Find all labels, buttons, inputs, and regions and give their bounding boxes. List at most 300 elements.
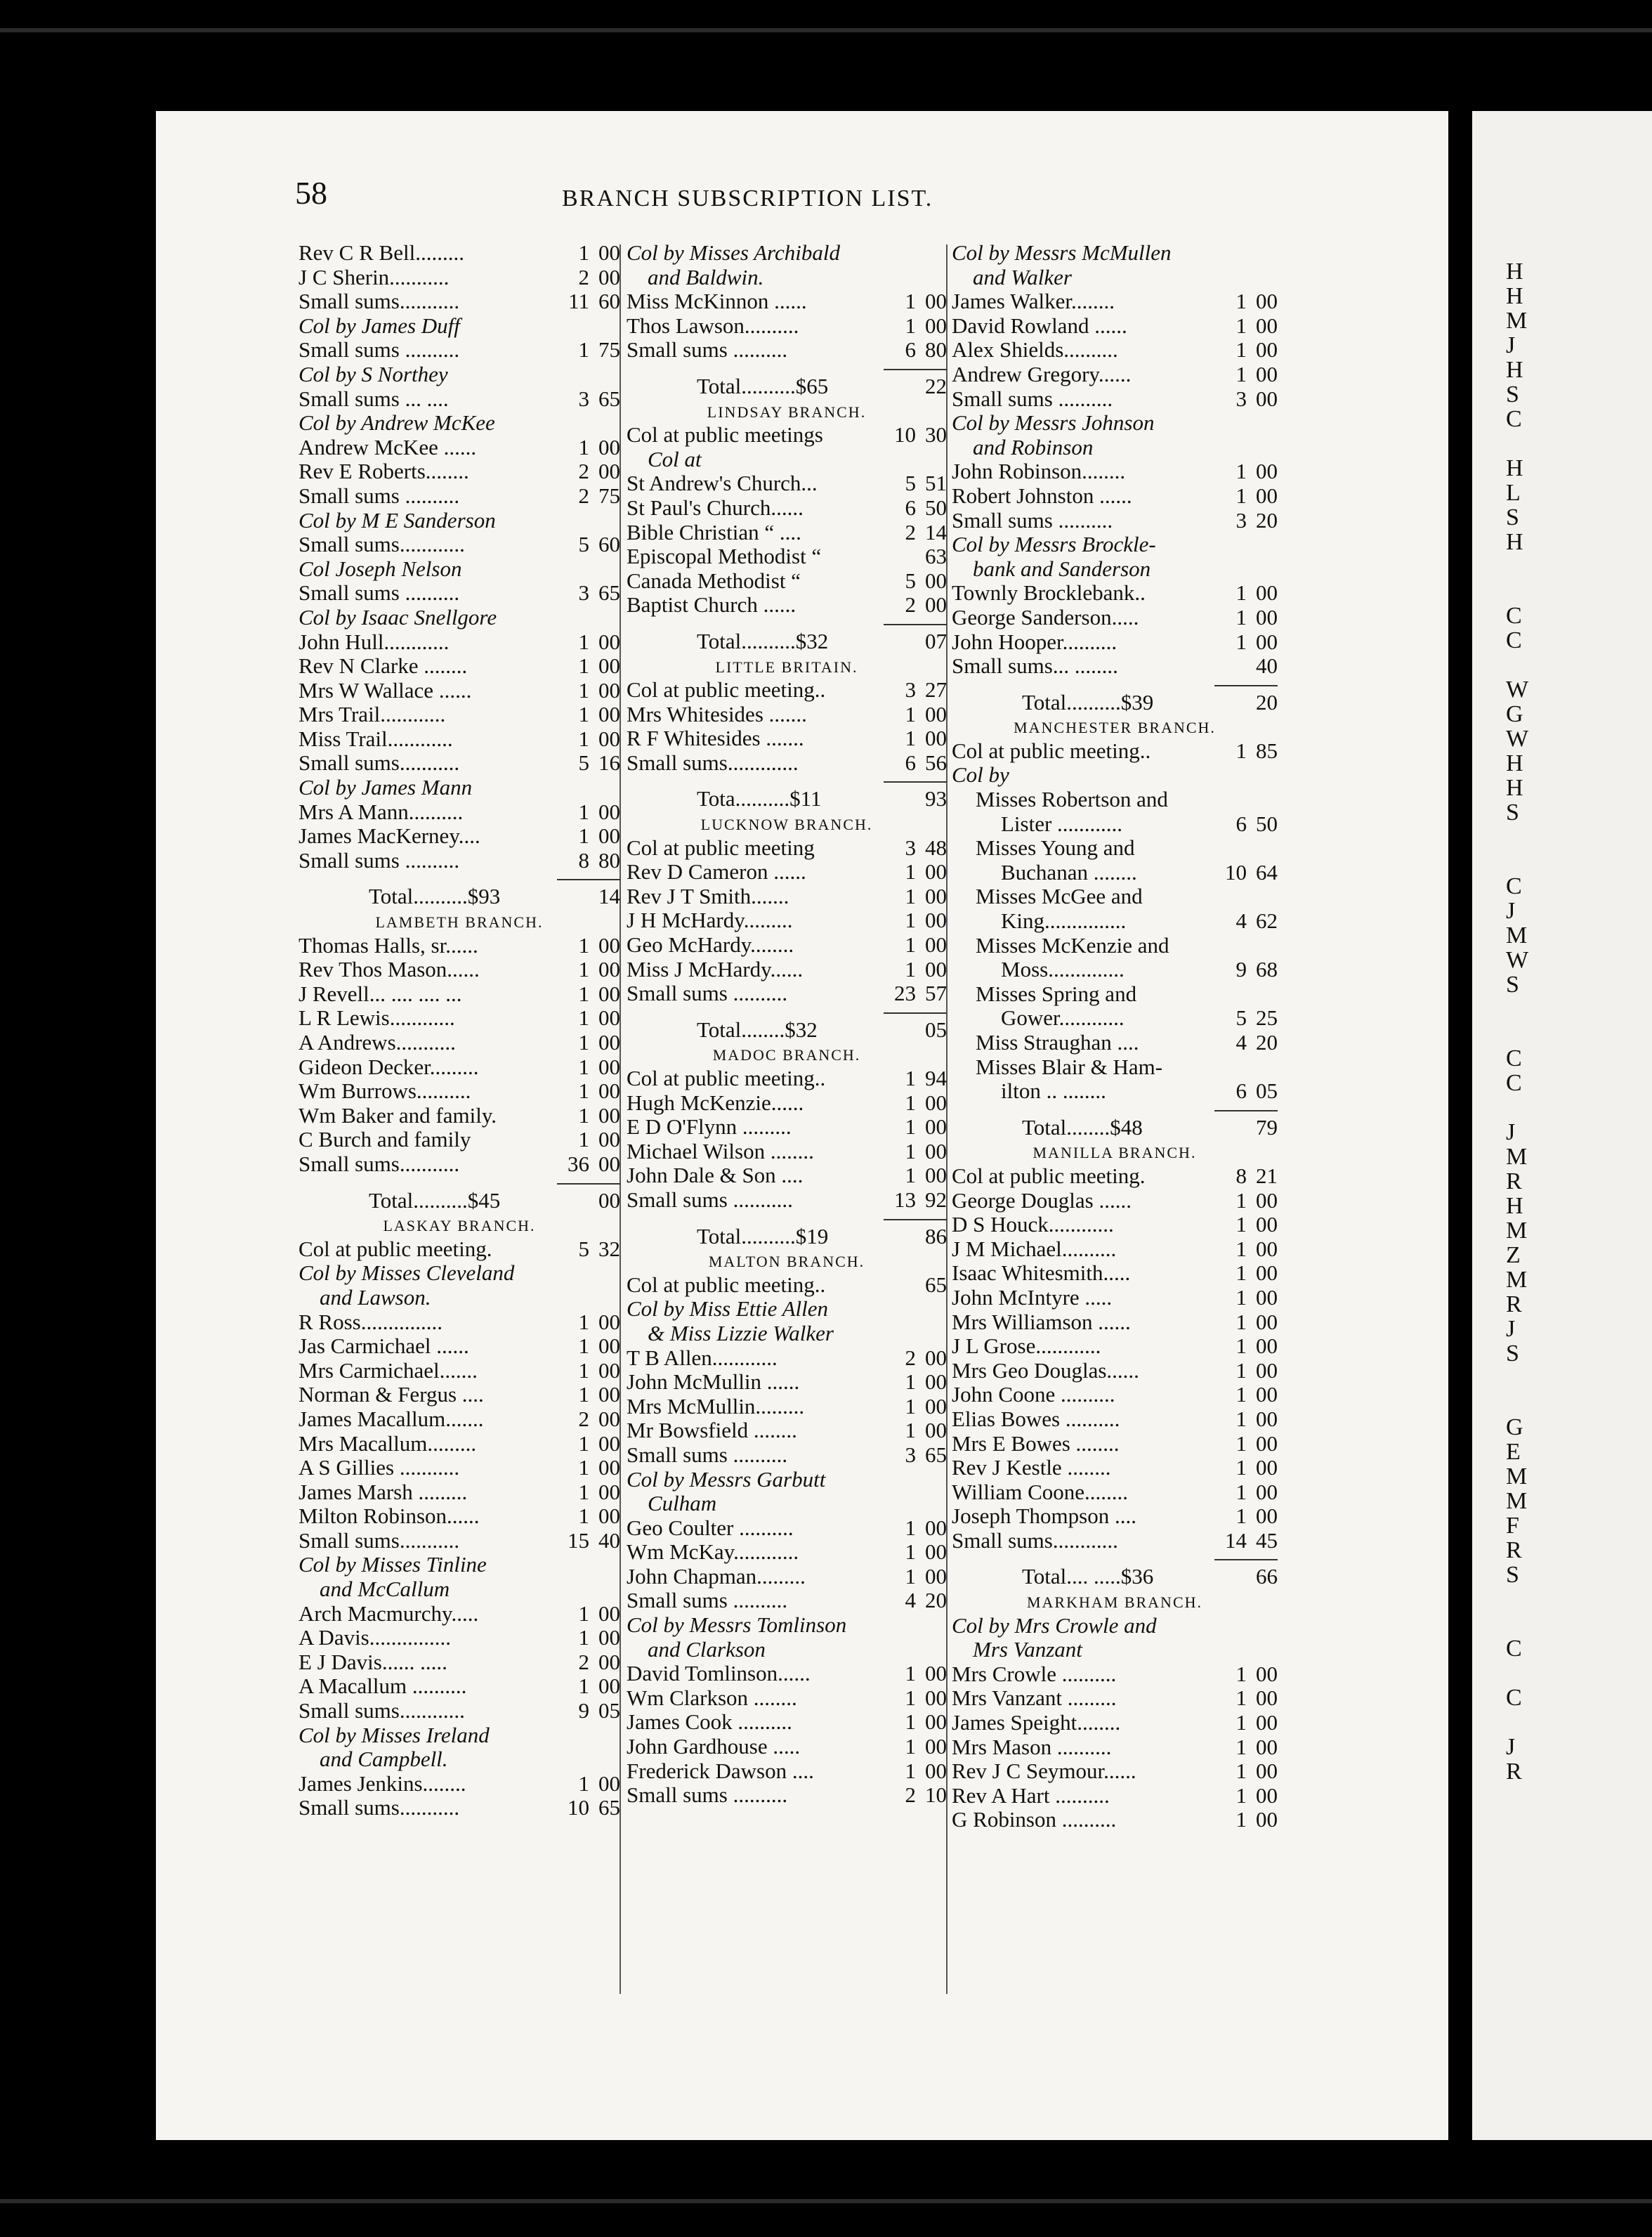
total-rule bbox=[299, 1177, 620, 1189]
amount-dollars: 1 bbox=[1235, 1710, 1247, 1735]
amount-dollars: 5 bbox=[905, 568, 916, 593]
subscription-entry bbox=[299, 1674, 620, 1699]
facing-page-letter: S bbox=[1506, 504, 1519, 530]
entry-name: Gower............ bbox=[1001, 1006, 1125, 1031]
subscription-entry bbox=[627, 544, 947, 569]
subscription-entry bbox=[952, 1164, 1278, 1189]
subscription-entry bbox=[952, 958, 1278, 982]
entry-name: Misses Young and bbox=[976, 836, 1135, 861]
amount-dollars: 2 bbox=[905, 1345, 916, 1370]
subscription-entry bbox=[299, 824, 620, 849]
branch-heading: MARKHAM BRANCH. bbox=[1026, 1593, 1203, 1612]
amount-dollars: 3 bbox=[1235, 386, 1247, 411]
amount-dollars: 6 bbox=[1235, 811, 1247, 836]
facing-page-letter: H bbox=[1506, 283, 1523, 309]
amount-cents: 65 bbox=[598, 1795, 620, 1820]
entry-name: Small sums ........... bbox=[627, 1187, 793, 1212]
facing-page-letter: G bbox=[1506, 701, 1523, 727]
amount-dollars: 1 bbox=[1235, 604, 1247, 630]
amount-cents: 00 bbox=[598, 1406, 620, 1431]
entry-name: R Ross............... bbox=[299, 1310, 442, 1334]
amount-dollars: 1 bbox=[1235, 1333, 1247, 1359]
entry-name: Townly Brocklebank.. bbox=[952, 581, 1146, 606]
amount-cents: 00 bbox=[1256, 459, 1278, 484]
branch-total bbox=[627, 1018, 947, 1043]
subscription-entry bbox=[299, 849, 620, 873]
amount-cents: 00 bbox=[925, 1758, 947, 1783]
amount-cents: 00 bbox=[598, 1054, 620, 1079]
entry-name: David Rowland ...... bbox=[952, 313, 1127, 338]
entry-name: Small sums........... bbox=[299, 1152, 460, 1176]
amount-dollars: 2 bbox=[905, 592, 916, 618]
entry-name: Elias Bowes .......... bbox=[952, 1407, 1120, 1431]
collector-heading: bank and Sanderson bbox=[973, 556, 1151, 581]
amount-dollars: 1 bbox=[1235, 738, 1247, 763]
amount-dollars: 1 bbox=[578, 726, 589, 751]
subscription-entry bbox=[627, 751, 947, 776]
amount-cents: 40 bbox=[1256, 653, 1278, 679]
amount-dollars: 9 bbox=[1235, 957, 1247, 982]
facing-page-letter: S bbox=[1506, 1341, 1519, 1367]
entry-name: David Tomlinson...... bbox=[627, 1662, 811, 1686]
collector-heading: Col by S Northey bbox=[299, 361, 448, 386]
entry-name: Wm Clarkson ........ bbox=[627, 1685, 797, 1710]
facing-page-letter: C bbox=[1506, 1685, 1522, 1711]
amount-cents: 00 bbox=[598, 981, 620, 1006]
subscription-entry bbox=[627, 338, 947, 363]
amount-cents: 65 bbox=[598, 580, 620, 606]
amount-cents: 00 bbox=[598, 1479, 620, 1504]
subscription-entry bbox=[952, 1261, 1278, 1286]
collector-heading: and Robinson bbox=[973, 434, 1094, 459]
column-1 bbox=[299, 241, 620, 1820]
facing-page-letter: C bbox=[1506, 1070, 1522, 1096]
amount-cents: 30 bbox=[925, 422, 947, 448]
facing-page-letter: H bbox=[1506, 750, 1523, 776]
entry-name: John Hooper.......... bbox=[952, 630, 1117, 654]
amount-dollars: 1 bbox=[578, 1504, 589, 1529]
amount-dollars: 4 bbox=[1235, 908, 1247, 934]
facing-page-letter: E bbox=[1506, 1439, 1521, 1465]
entry-name: C Burch and family bbox=[299, 1128, 471, 1152]
subscription-entry bbox=[627, 1735, 947, 1759]
subscription-entry bbox=[627, 1443, 947, 1468]
facing-page-letter: M bbox=[1506, 922, 1528, 948]
facing-page-letter: W bbox=[1506, 677, 1529, 703]
amount-cents: 00 bbox=[925, 1418, 947, 1443]
amount-dollars: 1 bbox=[578, 1357, 589, 1383]
entry-name: Gideon Decker......... bbox=[299, 1055, 479, 1079]
subscription-entry bbox=[627, 1686, 947, 1711]
amount-dollars: 2 bbox=[578, 1649, 589, 1674]
amount-cents: 00 bbox=[1256, 1661, 1278, 1686]
amount-dollars: 1 bbox=[578, 629, 589, 654]
amount-cents: 00 bbox=[1256, 1382, 1278, 1407]
amount-dollars: 1 bbox=[578, 1127, 589, 1152]
subscription-entry bbox=[627, 678, 947, 703]
entry-name: Total..........$39 bbox=[1022, 690, 1154, 715]
amount-cents: 00 bbox=[1256, 1333, 1278, 1359]
facing-page-letter: H bbox=[1506, 357, 1523, 383]
entry-name: Mrs Crowle .......... bbox=[952, 1662, 1117, 1686]
entry-name: Total..........$93 bbox=[369, 885, 501, 909]
amount-cents: 00 bbox=[598, 932, 620, 958]
amount-dollars: 1 bbox=[1235, 337, 1247, 363]
subscription-entry bbox=[299, 1310, 620, 1335]
subscription-entry bbox=[299, 1796, 620, 1820]
amount-dollars: 1 bbox=[905, 1734, 916, 1759]
amount-dollars: 1 bbox=[578, 1600, 589, 1626]
amount-dollars: 1 bbox=[1235, 1430, 1247, 1456]
entry-name: Mrs W Wallace ...... bbox=[299, 678, 472, 703]
amount-cents: 00 bbox=[598, 629, 620, 654]
amount-dollars: 3 bbox=[578, 580, 589, 606]
amount-cents: 00 bbox=[598, 1455, 620, 1480]
amount-cents: 56 bbox=[925, 750, 947, 775]
amount-cents: 00 bbox=[1256, 386, 1278, 411]
entry-name: Geo McHardy........ bbox=[627, 933, 794, 958]
amount-cents: 00 bbox=[925, 1685, 947, 1710]
collector-heading: Col by James Mann bbox=[299, 775, 473, 800]
amount-dollars: 1 bbox=[1235, 629, 1247, 654]
entry-name: John Chapman......... bbox=[627, 1564, 806, 1589]
entry-name: Isaac Whitesmith..... bbox=[952, 1261, 1131, 1286]
amount-cents: 00 bbox=[925, 1393, 947, 1418]
amount-dollars: 1 bbox=[905, 1114, 916, 1140]
entry-name-line bbox=[952, 982, 1278, 1007]
subscription-entry bbox=[627, 1783, 947, 1808]
facing-page-letter: J bbox=[1506, 1316, 1516, 1342]
subscription-entry bbox=[299, 1237, 620, 1262]
amount-cents: 00 bbox=[925, 1661, 947, 1686]
total-rule bbox=[627, 1213, 947, 1225]
amount-dollars: 1 bbox=[578, 434, 589, 459]
amount-cents: 00 bbox=[598, 1151, 620, 1176]
amount-dollars: 1 bbox=[578, 1479, 589, 1504]
amount-cents: 00 bbox=[925, 568, 947, 593]
amount-cents: 92 bbox=[925, 1187, 947, 1212]
amount-cents: 00 bbox=[1256, 1807, 1278, 1832]
entry-name: Total..........$45 bbox=[369, 1188, 501, 1213]
amount-dollars: 1 bbox=[905, 1758, 916, 1783]
amount-cents: 10 bbox=[925, 1782, 947, 1808]
amount-dollars: 2 bbox=[578, 459, 589, 484]
amount-cents: 00 bbox=[1256, 580, 1278, 606]
subscription-entry bbox=[952, 387, 1278, 412]
subscription-entry bbox=[952, 581, 1278, 606]
subscription-entry bbox=[299, 1480, 620, 1505]
entry-name: Michael Wilson ........ bbox=[627, 1139, 814, 1163]
amount-cents: 00 bbox=[598, 957, 620, 982]
total-rule bbox=[627, 363, 947, 374]
entry-name: Small sums........... bbox=[299, 1796, 460, 1820]
entry-name: John Coone .......... bbox=[952, 1383, 1115, 1407]
entry-name: A S Gillies ........... bbox=[299, 1456, 460, 1480]
collector-heading: & Miss Lizzie Walker bbox=[648, 1320, 834, 1345]
amount-cents: 00 bbox=[925, 592, 947, 618]
amount-cents: 85 bbox=[1256, 738, 1278, 763]
entry-name: J L Grose............ bbox=[952, 1334, 1101, 1359]
branch-heading: LINDSAY BRANCH. bbox=[707, 403, 867, 421]
subscription-entry bbox=[952, 363, 1278, 387]
amount-cents: 00 bbox=[1256, 313, 1278, 338]
amount-dollars: 1 bbox=[578, 1309, 589, 1334]
subscription-entry bbox=[299, 1456, 620, 1480]
facing-page-letter: R bbox=[1506, 1537, 1522, 1563]
amount-dollars: 1 bbox=[578, 1625, 589, 1650]
subscription-entry bbox=[299, 1432, 620, 1456]
entry-name: Total.... .....$36 bbox=[1022, 1565, 1154, 1589]
subscription-entry bbox=[627, 1418, 947, 1443]
facing-page-letter: R bbox=[1506, 1759, 1522, 1785]
entry-name: Small sums .......... bbox=[952, 508, 1113, 533]
entry-name: Rev J T Smith....... bbox=[627, 884, 789, 908]
amount-cents: 00 bbox=[598, 1030, 620, 1055]
entry-name: Canada Methodist “ bbox=[627, 568, 801, 593]
entry-name: Col at public meeting. bbox=[952, 1163, 1146, 1188]
subscription-entry bbox=[299, 1407, 620, 1432]
subscription-entry bbox=[952, 1383, 1278, 1407]
subscription-entry bbox=[952, 1456, 1278, 1480]
entry-name: Small sums........... bbox=[299, 289, 460, 314]
entry-name: Small sums........... bbox=[299, 1528, 460, 1553]
amount-cents: 00 bbox=[1256, 1309, 1278, 1334]
amount-dollars: 6 bbox=[905, 750, 916, 775]
facing-page-letter: F bbox=[1506, 1513, 1519, 1539]
column-2 bbox=[627, 241, 947, 1808]
subscription-entry bbox=[299, 387, 620, 412]
collector-heading: Col by Isaac Snellgore bbox=[299, 604, 497, 630]
amount-dollars: 1 bbox=[905, 1138, 916, 1163]
facing-page-letter: S bbox=[1506, 381, 1519, 407]
facing-page-letter: M bbox=[1506, 1488, 1528, 1514]
amount-cents: 00 bbox=[1256, 1479, 1278, 1504]
amount-dollars: 1 bbox=[1235, 1759, 1247, 1784]
collector-heading: Col by bbox=[952, 762, 1009, 788]
collector-heading: Col by Mrs Crowle and bbox=[952, 1612, 1157, 1638]
entry-name: Frederick Dawson .... bbox=[627, 1759, 814, 1783]
amount-dollars: 2 bbox=[578, 483, 589, 508]
facing-page-letter: J bbox=[1506, 898, 1516, 924]
subscription-entry bbox=[627, 1540, 947, 1565]
amount-cents: 00 bbox=[925, 1114, 947, 1140]
entry-name: Miss Trail............ bbox=[299, 726, 453, 751]
subscription-entry bbox=[299, 1504, 620, 1529]
entry-name: St Andrew's Church... bbox=[627, 471, 818, 496]
subscription-entry bbox=[952, 861, 1278, 885]
amount-dollars: 1 bbox=[578, 1430, 589, 1456]
entry-name: Rev C R Bell......... bbox=[299, 241, 464, 265]
amount-dollars: 1 bbox=[1235, 1685, 1247, 1711]
entry-name: Mrs Macallum......... bbox=[299, 1431, 477, 1456]
collector-heading: Col by Miss Ettie Allen bbox=[627, 1296, 829, 1322]
entry-name: George Sanderson..... bbox=[952, 605, 1139, 630]
entry-name: John Dale & Son .... bbox=[627, 1163, 804, 1188]
amount-cents: 00 bbox=[598, 799, 620, 824]
subscription-entry bbox=[952, 909, 1278, 934]
amount-cents: 00 bbox=[1256, 1357, 1278, 1383]
subscription-entry bbox=[952, 1079, 1278, 1104]
subscription-entry bbox=[299, 1359, 620, 1383]
facing-page-letter: C bbox=[1506, 1045, 1522, 1071]
subscription-entry bbox=[299, 1334, 620, 1359]
entry-name: A Macallum .......... bbox=[299, 1674, 467, 1699]
entry-name: Col at public meeting.. bbox=[627, 678, 826, 703]
entry-name: Milton Robinson...... bbox=[299, 1504, 480, 1529]
amount-dollars: 23 bbox=[894, 981, 916, 1006]
amount-cents: 00 bbox=[598, 1187, 620, 1213]
amount-dollars: 1 bbox=[1235, 1479, 1247, 1504]
amount-cents: 21 bbox=[1256, 1163, 1278, 1188]
subscription-entry bbox=[952, 739, 1278, 764]
amount-cents: 00 bbox=[1256, 1685, 1278, 1711]
amount-dollars: 1 bbox=[1235, 1357, 1247, 1383]
amount-dollars: 1 bbox=[578, 677, 589, 703]
entry-name: Mrs Geo Douglas...... bbox=[952, 1358, 1139, 1383]
entry-name: Misses Spring and bbox=[976, 981, 1137, 1006]
facing-page-letter: H bbox=[1506, 455, 1523, 481]
amount-cents: 00 bbox=[925, 1138, 947, 1163]
amount-cents: 00 bbox=[1256, 1212, 1278, 1237]
entry-name-line bbox=[952, 836, 1278, 861]
amount-cents: 05 bbox=[1256, 1078, 1278, 1104]
subscription-entry bbox=[952, 1006, 1278, 1031]
subscription-entry bbox=[299, 1104, 620, 1128]
entry-name: D S Houck............ bbox=[952, 1213, 1114, 1237]
amount-cents: 00 bbox=[1256, 289, 1278, 314]
facing-page-letter: M bbox=[1506, 1463, 1528, 1489]
amount-cents: 00 bbox=[1256, 1406, 1278, 1431]
amount-dollars: 1 bbox=[905, 956, 916, 981]
entry-name: Col at public meeting. bbox=[299, 1237, 492, 1261]
facing-page-letter: C bbox=[1506, 406, 1522, 432]
amount-cents: 00 bbox=[598, 1625, 620, 1650]
facing-page-letter: C bbox=[1506, 1636, 1522, 1662]
entry-name: Rev Thos Mason...... bbox=[299, 958, 480, 982]
entry-name: Rev D Cameron ...... bbox=[627, 860, 806, 885]
facing-page-letter: M bbox=[1506, 308, 1528, 334]
subscription-entry bbox=[952, 1808, 1278, 1832]
amount-cents: 80 bbox=[925, 337, 947, 363]
amount-cents: 00 bbox=[925, 908, 947, 933]
entry-name: William Coone........ bbox=[952, 1480, 1129, 1504]
amount-dollars: 5 bbox=[578, 750, 589, 776]
amount-cents: 20 bbox=[1256, 507, 1278, 533]
amount-dollars: 1 bbox=[578, 1382, 589, 1407]
subscription-entry bbox=[299, 1006, 620, 1031]
subscription-entry bbox=[952, 289, 1278, 314]
amount-dollars: 1 bbox=[1235, 1455, 1247, 1480]
amount-cents: 65 bbox=[925, 1442, 947, 1467]
entry-name: E J Davis...... ..... bbox=[299, 1650, 447, 1674]
amount-dollars: 1 bbox=[1235, 1406, 1247, 1431]
entry-name: Small sums ... .... bbox=[299, 386, 449, 411]
amount-cents: 00 bbox=[598, 1333, 620, 1359]
subscription-entry bbox=[952, 606, 1278, 630]
subscription-entry bbox=[952, 459, 1278, 484]
amount-dollars: 1 bbox=[905, 1709, 916, 1735]
amount-cents: 94 bbox=[925, 1066, 947, 1090]
entry-name: James MacKerney.... bbox=[299, 824, 480, 849]
subscription-entry bbox=[627, 958, 947, 982]
entry-name: Miss McKinnon ...... bbox=[627, 289, 807, 314]
amount-dollars: 1 bbox=[905, 1685, 916, 1710]
entry-name: Total........$32 bbox=[697, 1017, 818, 1042]
subscription-entry bbox=[952, 1310, 1278, 1335]
entry-name: Mrs McMullin......... bbox=[627, 1394, 805, 1418]
collector-heading: Col by Misses Ireland bbox=[299, 1722, 490, 1747]
entry-name: ilton .. ........ bbox=[1001, 1079, 1106, 1104]
amount-dollars: 1 bbox=[1235, 313, 1247, 338]
amount-cents: 00 bbox=[1256, 337, 1278, 363]
entry-name: Lister ............ bbox=[1001, 811, 1123, 836]
amount-cents: 68 bbox=[1256, 957, 1278, 982]
entry-name: John Robinson........ bbox=[952, 459, 1126, 484]
entry-name: Small sums .......... bbox=[627, 1783, 788, 1808]
amount-cents: 00 bbox=[925, 1163, 947, 1188]
amount-dollars: 3 bbox=[905, 835, 916, 860]
amount-dollars: 1 bbox=[578, 1770, 589, 1796]
amount-dollars: 2 bbox=[578, 1406, 589, 1431]
collector-heading: Col by Messrs Brockle- bbox=[952, 532, 1156, 557]
collector-heading: Col by James Duff bbox=[299, 313, 460, 338]
amount-cents: 75 bbox=[598, 483, 620, 508]
amount-cents: 20 bbox=[1256, 689, 1278, 715]
entry-name-line bbox=[952, 788, 1278, 812]
amount-cents: 00 bbox=[598, 1430, 620, 1456]
subscription-entry bbox=[627, 1091, 947, 1116]
entry-name: Small sums .......... bbox=[299, 338, 460, 363]
collector-heading: and Walker bbox=[973, 264, 1072, 289]
subscription-entry bbox=[952, 1686, 1278, 1711]
entry-name: Joseph Thompson .... bbox=[952, 1504, 1136, 1529]
facing-page-letter: G bbox=[1506, 1414, 1523, 1440]
entry-name: Robert Johnston ...... bbox=[952, 483, 1132, 508]
branch-total bbox=[627, 374, 947, 399]
entry-name: Total..........$19 bbox=[697, 1224, 829, 1248]
amount-dollars: 6 bbox=[905, 495, 916, 520]
amount-dollars: 1 bbox=[1235, 1212, 1247, 1237]
entry-name: G Robinson .......... bbox=[952, 1808, 1117, 1832]
entry-name: Misses Robertson and bbox=[976, 788, 1168, 812]
subscription-entry bbox=[299, 654, 620, 679]
amount-dollars: 1 bbox=[1235, 289, 1247, 314]
entry-name: Andrew Gregory...... bbox=[952, 362, 1132, 386]
amount-cents: 86 bbox=[925, 1223, 947, 1248]
amount-dollars: 1 bbox=[1235, 1807, 1247, 1832]
entry-name: Col at public meeting.. bbox=[627, 1067, 826, 1090]
entry-name: Wm Burrows.......... bbox=[299, 1079, 471, 1104]
entry-name: Thomas Halls, sr...... bbox=[299, 933, 478, 958]
subscription-entry bbox=[952, 1480, 1278, 1505]
branch-total bbox=[299, 1189, 620, 1213]
amount-cents: 00 bbox=[598, 823, 620, 849]
amount-dollars: 1 bbox=[578, 1455, 589, 1480]
total-rule bbox=[952, 1553, 1278, 1565]
amount-cents: 00 bbox=[598, 240, 620, 265]
amount-dollars: 36 bbox=[568, 1151, 589, 1176]
amount-cents: 00 bbox=[1256, 1187, 1278, 1213]
facing-page-letter: C bbox=[1506, 627, 1522, 653]
amount-dollars: 1 bbox=[905, 1090, 916, 1115]
amount-dollars: 6 bbox=[1235, 1078, 1247, 1104]
amount-dollars: 1 bbox=[1235, 580, 1247, 606]
collector-heading: and Campbell. bbox=[320, 1747, 448, 1772]
subscription-entry bbox=[299, 1772, 620, 1796]
amount-dollars: 1 bbox=[578, 1102, 589, 1128]
entry-name: Geo Coulter .......... bbox=[627, 1515, 794, 1540]
amount-cents: 25 bbox=[1256, 1005, 1278, 1031]
